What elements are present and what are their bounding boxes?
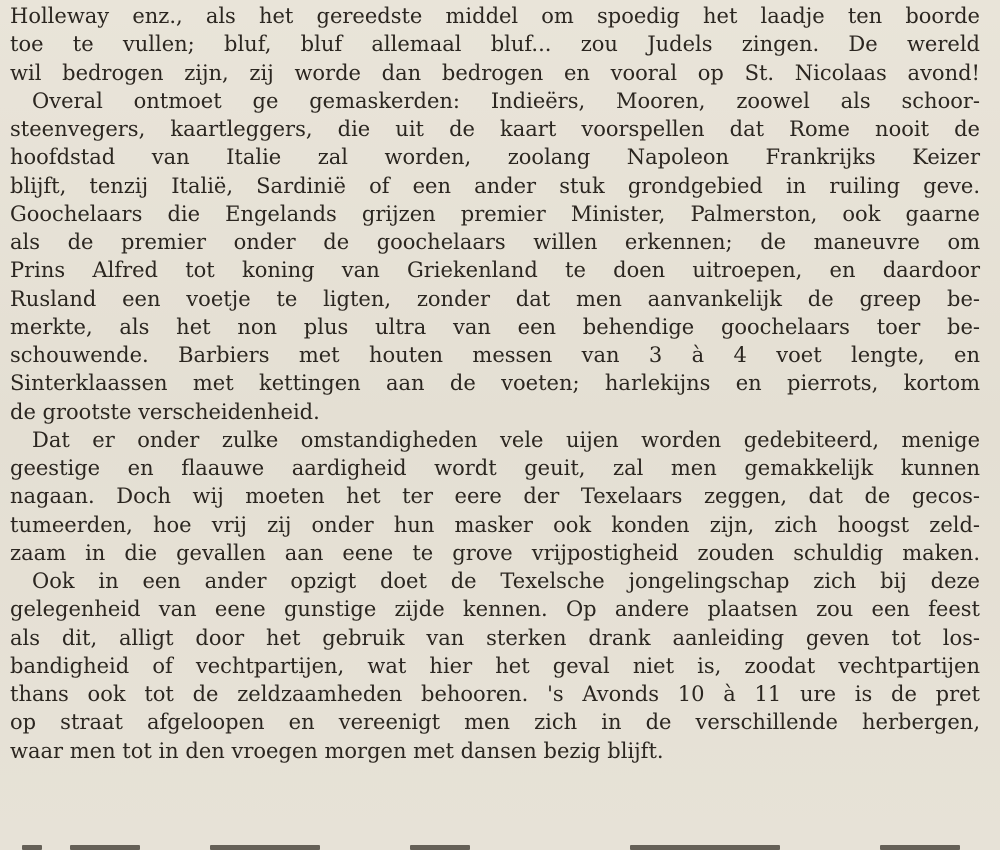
text-line: schouwende. Barbiers met houten messen van 3 à 4 voet lengte, en [10,343,980,367]
text-line: Rusland een voetje te ligten, zonder dat men aanvankelijk de greep be- [10,286,980,311]
text-line: geestige en flaauwe aardigheid wordt geuit, zal men gemakkelijk kunnen [10,456,980,480]
text-line: gelegenheid van eene gunstige zijde kennen. Op andere plaatsen zou een feest [10,597,980,622]
text-line: steenvegers, kaartleggers, die uit de kaart voorspellen dat Rome nooit de [10,117,980,141]
text-line: Overal ontmoet ge gemaskerden: Indieërs, Mooren, zoowel als schoor- [32,88,980,113]
text-line: thans ook tot de zeldzaamheden behooren. 's Avonds 10 à 11 ure is de pret [10,682,980,706]
cut-off-next-line [10,842,980,850]
text-line: wil bedrogen zijn, zij worde dan bedrogen en vooral op St. Nicolaas avond! [10,60,980,85]
text-line: hoofdstad van Italie zal worden, zoolang Napoleon Frankrijks Keizer [10,145,980,170]
text-line: waar men tot in den vroegen morgen met dansen bezig blijft. [10,738,664,763]
text-line: Ook in een ander opzigt doet de Texelsche jongelingschap zich bij deze [32,569,980,593]
article-text [10,2,980,765]
text-line: toe te vullen; bluf, bluf allemaal bluf... zou Judels zingen. De wereld [10,32,980,57]
text-line: Sinterklaassen met kettingen aan de voeten; harlekijns en pierrots, kortom [10,371,980,396]
text-line: merkte, als het non plus ultra van een behendige goochelaars toer be- [10,314,980,339]
text-line: Holleway enz., als het gereedste middel om spoedig het laadje ten boorde [10,4,980,28]
text-line: tumeerden, hoe vrij zij onder hun masker ook konden zijn, zich hoogst zeld- [10,512,980,537]
text-line: Prins Alfred tot koning van Griekenland te doen uitroepen, en daardoor [10,258,980,283]
text-line: als de premier onder de goochelaars willen erkennen; de maneuvre om [10,230,980,254]
text-line: Goochelaars die Engelands grijzen premier Minister, Palmerston, ook gaarne [10,201,980,226]
text-line: zaam in die gevallen aan eene te grove vrijpostigheid zouden schuldig maken. [10,540,980,565]
text-line: blijft, tenzij Italië, Sardinië of een ander stuk grondgebied in ruiling geve. [10,173,980,198]
text-line: bandigheid of vechtpartijen, wat hier het geval niet is, zoodat vechtpartijen [10,653,980,678]
text-line: de grootste verscheidenheid. [10,399,320,424]
text-line: Dat er onder zulke omstandigheden vele uijen worden gedebiteerd, menige [32,427,980,452]
text-line: op straat afgeloopen en vereenigt men zich in de verschillende herbergen, [10,710,980,735]
text-line: als dit, alligt door het gebruik van sterken drank aanleiding geven tot los- [10,625,980,650]
text-line: nagaan. Doch wij moeten het ter eere der Texelaars zeggen, dat de gecos- [10,484,980,509]
